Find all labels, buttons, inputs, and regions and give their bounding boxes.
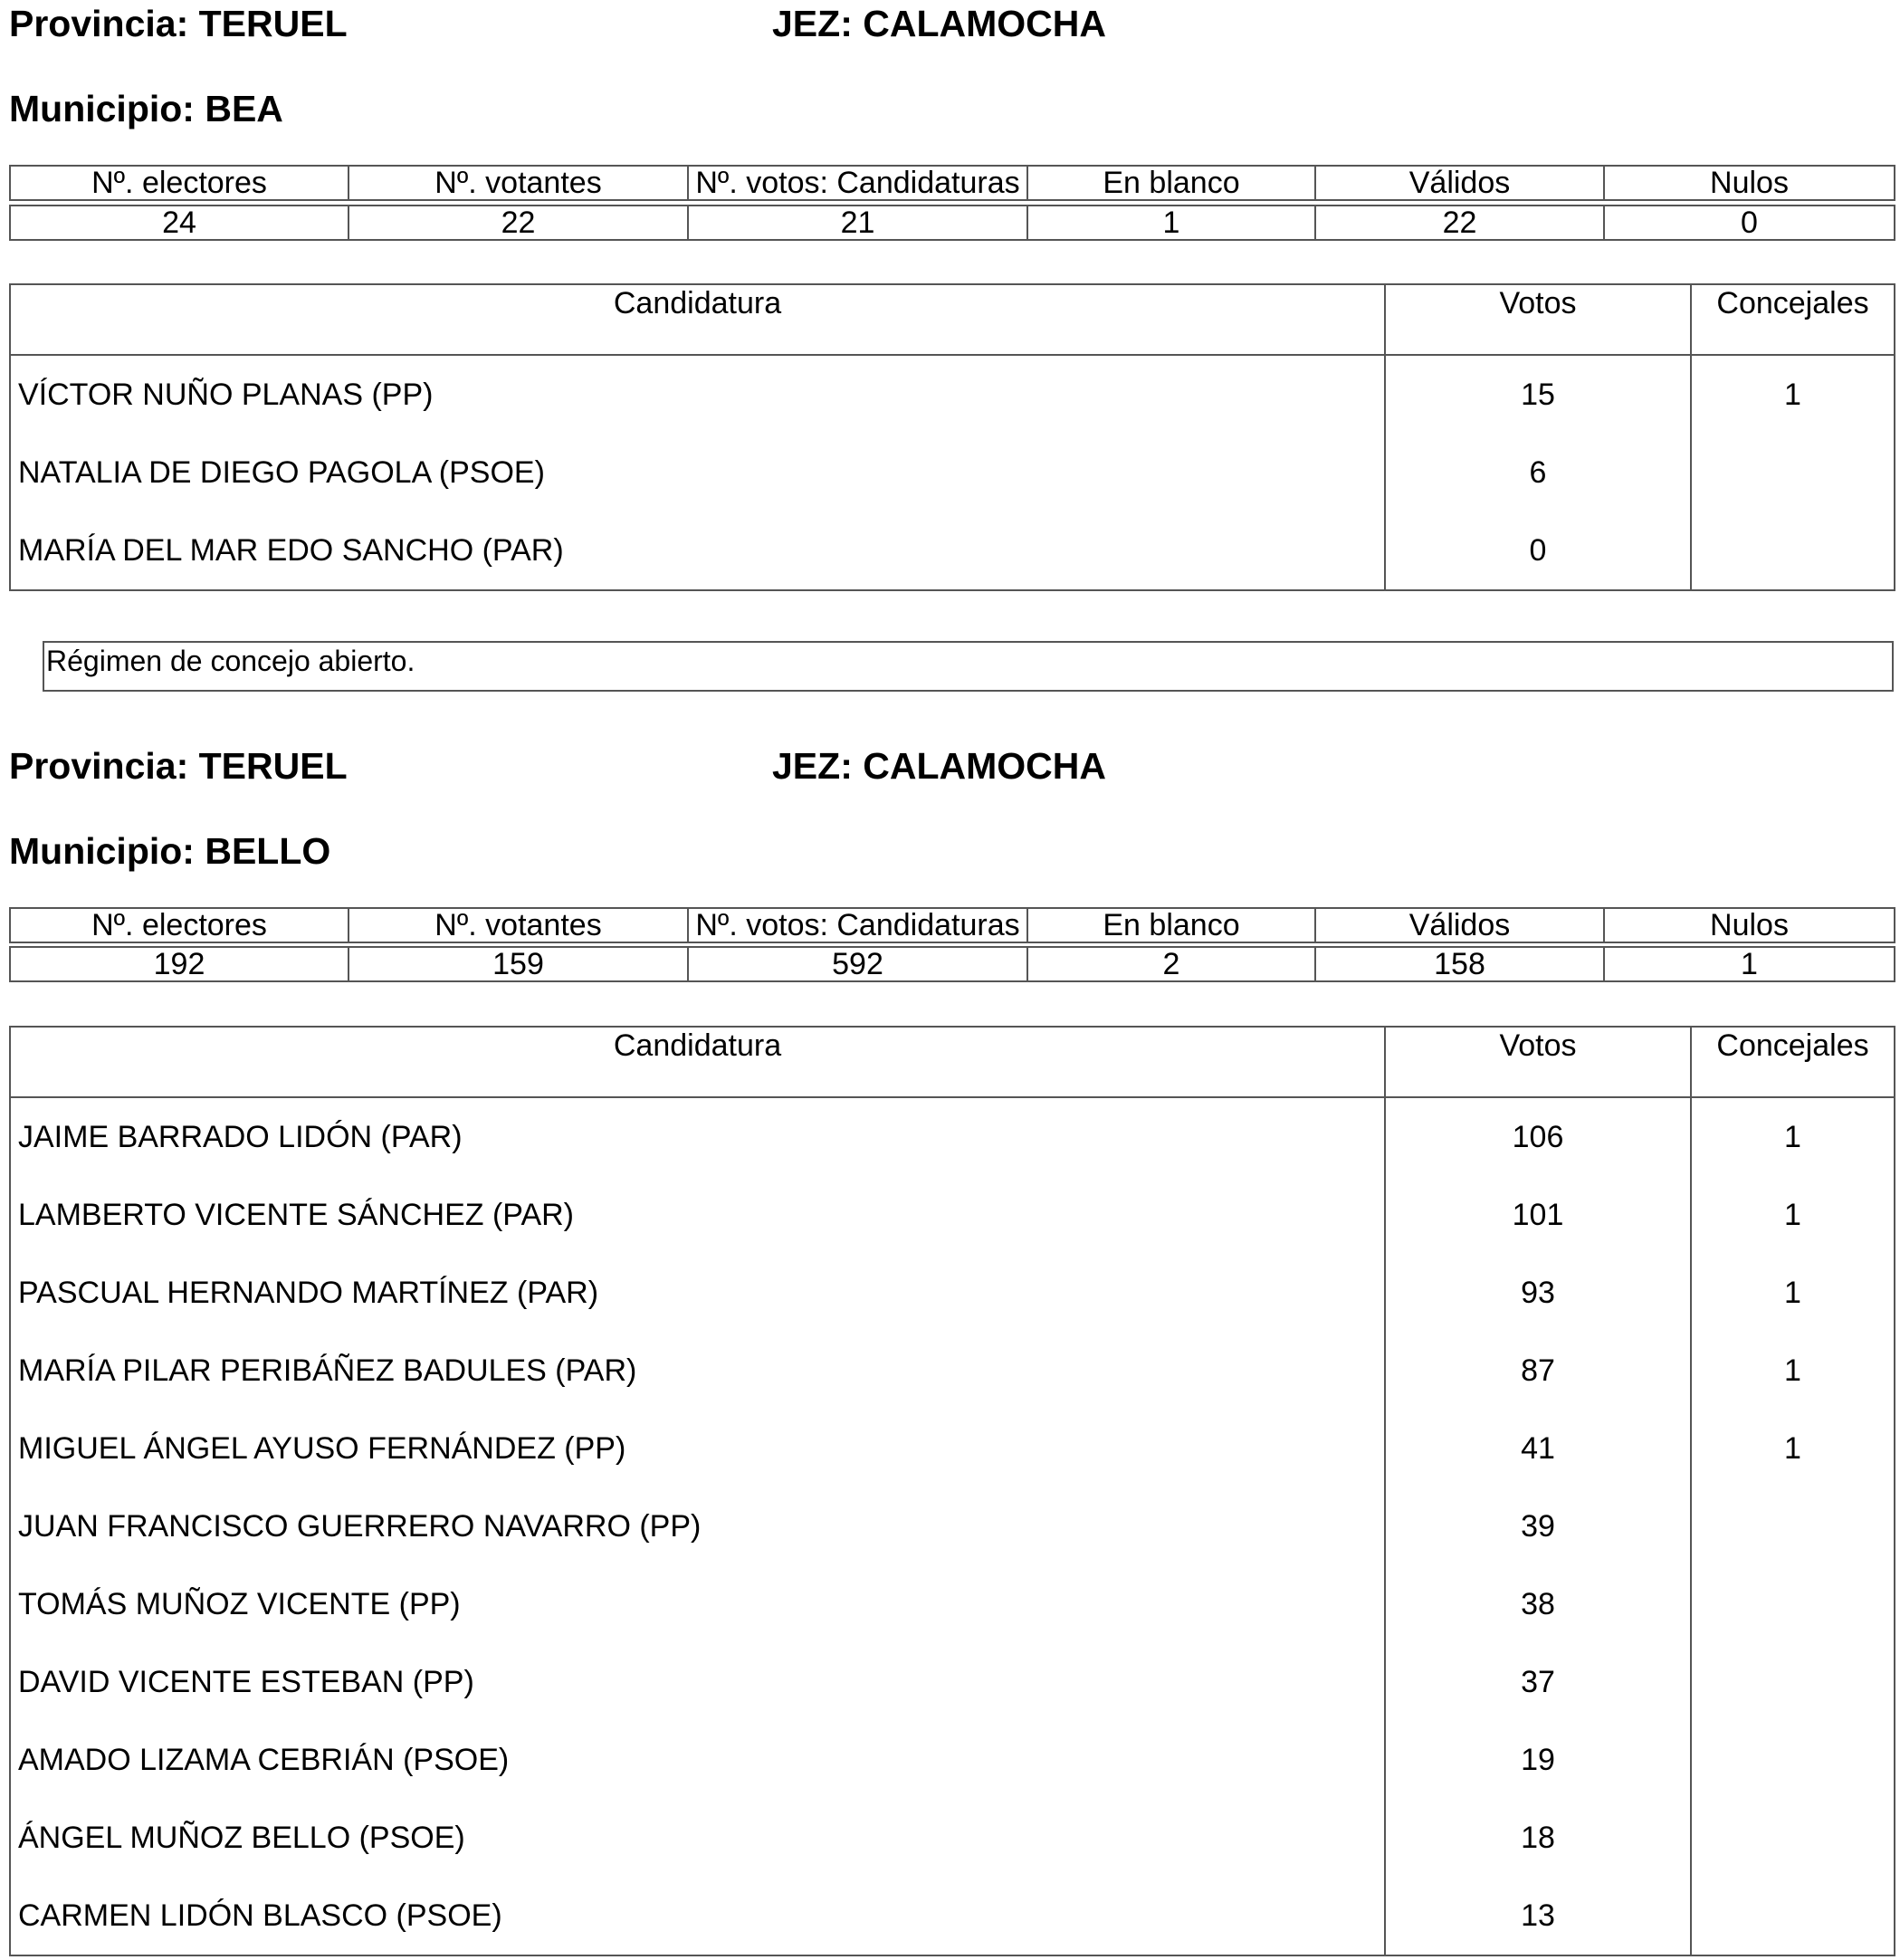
table-row xyxy=(10,1254,1895,1332)
header-concejales: Concejales xyxy=(1691,284,1895,355)
candidate-seats xyxy=(1691,1643,1895,1721)
summary-header-table xyxy=(9,907,1895,943)
value-votos-candidaturas: 592 xyxy=(688,947,1027,981)
summary-values-row xyxy=(10,947,1895,981)
candidate-votes: 38 xyxy=(1385,1565,1691,1643)
candidate-name: LAMBERTO VICENTE SÁNCHEZ (PAR) xyxy=(10,1176,1385,1254)
candidate-votes: 93 xyxy=(1385,1254,1691,1332)
candidate-votes: 37 xyxy=(1385,1643,1691,1721)
jez-heading: JEZ: CALAMOCHA xyxy=(772,3,1106,44)
candidate-name: DAVID VICENTE ESTEBAN (PP) xyxy=(10,1643,1385,1721)
candidate-seats: 1 xyxy=(1691,1176,1895,1254)
header-electores: Nº. electores xyxy=(10,166,348,200)
candidate-votes: 101 xyxy=(1385,1176,1691,1254)
candidate-name: PASCUAL HERNANDO MARTÍNEZ (PAR) xyxy=(10,1254,1385,1332)
header-votantes: Nº. votantes xyxy=(348,908,688,942)
table-row xyxy=(10,355,1895,434)
header-en-blanco: En blanco xyxy=(1027,166,1315,200)
candidate-seats xyxy=(1691,1721,1895,1799)
municipio-heading: Municipio: BEA xyxy=(9,88,283,129)
table-row xyxy=(10,1176,1895,1254)
value-nulos: 0 xyxy=(1604,206,1895,240)
candidate-seats xyxy=(1691,1877,1895,1955)
table-row xyxy=(10,1097,1895,1176)
table-row xyxy=(10,434,1895,512)
summary-header-row xyxy=(10,908,1895,942)
candidate-name: VÍCTOR NUÑO PLANAS (PP) xyxy=(10,355,1385,434)
header-votos: Votos xyxy=(1385,1027,1691,1097)
candidate-seats xyxy=(1691,1799,1895,1877)
summary-values-table xyxy=(9,946,1895,982)
candidate-votes: 39 xyxy=(1385,1487,1691,1565)
header-candidatura: Candidatura xyxy=(10,284,1385,355)
candidate-seats xyxy=(1691,1487,1895,1565)
candidate-votes: 41 xyxy=(1385,1410,1691,1487)
candidate-name: ÁNGEL MUÑOZ BELLO (PSOE) xyxy=(10,1799,1385,1877)
candidate-seats xyxy=(1691,512,1895,590)
candidate-name: AMADO LIZAMA CEBRIÁN (PSOE) xyxy=(10,1721,1385,1799)
candidate-seats: 1 xyxy=(1691,1097,1895,1176)
municipio-heading: Municipio: BELLO xyxy=(9,830,331,872)
header-electores: Nº. electores xyxy=(10,908,348,942)
header-validos: Válidos xyxy=(1315,166,1604,200)
header-en-blanco: En blanco xyxy=(1027,908,1315,942)
candidate-name: MARÍA PILAR PERIBÁÑEZ BADULES (PAR) xyxy=(10,1332,1385,1410)
value-validos: 22 xyxy=(1315,206,1604,240)
candidate-name: NATALIA DE DIEGO PAGOLA (PSOE) xyxy=(10,434,1385,512)
value-en-blanco: 2 xyxy=(1027,947,1315,981)
candidate-votes: 6 xyxy=(1385,434,1691,512)
candidate-votes: 0 xyxy=(1385,512,1691,590)
candidate-name: JUAN FRANCISCO GUERRERO NAVARRO (PP) xyxy=(10,1487,1385,1565)
table-row xyxy=(10,1565,1895,1643)
candidate-votes: 13 xyxy=(1385,1877,1691,1955)
candidate-seats: 1 xyxy=(1691,355,1895,434)
table-row xyxy=(10,1410,1895,1487)
value-nulos: 1 xyxy=(1604,947,1895,981)
table-row xyxy=(10,1721,1895,1799)
value-votantes: 22 xyxy=(348,206,688,240)
table-row xyxy=(10,1332,1895,1410)
table-row xyxy=(10,1643,1895,1721)
header-candidatura: Candidatura xyxy=(10,1027,1385,1097)
summary-values-row xyxy=(10,206,1895,240)
candidates-header-row xyxy=(10,1027,1895,1097)
table-row xyxy=(10,1487,1895,1565)
candidate-seats xyxy=(1691,434,1895,512)
candidate-votes: 87 xyxy=(1385,1332,1691,1410)
table-row xyxy=(10,1799,1895,1877)
header-concejales: Concejales xyxy=(1691,1027,1895,1097)
provincia-heading: Provincia: TERUEL xyxy=(9,3,348,44)
header-nulos: Nulos xyxy=(1604,908,1895,942)
header-votos-candidaturas: Nº. votos: Candidaturas xyxy=(688,908,1027,942)
header-votantes: Nº. votantes xyxy=(348,166,688,200)
summary-values-table xyxy=(9,205,1895,241)
header-validos: Válidos xyxy=(1315,908,1604,942)
value-validos: 158 xyxy=(1315,947,1604,981)
table-row xyxy=(10,512,1895,590)
table-row xyxy=(10,1877,1895,1955)
jez-heading: JEZ: CALAMOCHA xyxy=(772,745,1106,787)
candidate-name: MIGUEL ÁNGEL AYUSO FERNÁNDEZ (PP) xyxy=(10,1410,1385,1487)
candidate-seats: 1 xyxy=(1691,1410,1895,1487)
value-electores: 192 xyxy=(10,947,348,981)
candidate-seats: 1 xyxy=(1691,1332,1895,1410)
value-electores: 24 xyxy=(10,206,348,240)
header-votos: Votos xyxy=(1385,284,1691,355)
provincia-heading: Provincia: TERUEL xyxy=(9,745,348,787)
candidate-name: JAIME BARRADO LIDÓN (PAR) xyxy=(10,1097,1385,1176)
candidate-votes: 106 xyxy=(1385,1097,1691,1176)
candidate-votes: 19 xyxy=(1385,1721,1691,1799)
candidate-seats xyxy=(1691,1565,1895,1643)
candidate-votes: 15 xyxy=(1385,355,1691,434)
candidates-table xyxy=(9,1026,1895,1956)
summary-header-table xyxy=(9,165,1895,201)
header-votos-candidaturas: Nº. votos: Candidaturas xyxy=(688,166,1027,200)
value-votantes: 159 xyxy=(348,947,688,981)
note-box: Régimen de concejo abierto. xyxy=(43,641,1894,692)
value-votos-candidaturas: 21 xyxy=(688,206,1027,240)
candidate-votes: 18 xyxy=(1385,1799,1691,1877)
candidates-header-row xyxy=(10,284,1895,355)
value-en-blanco: 1 xyxy=(1027,206,1315,240)
candidate-name: CARMEN LIDÓN BLASCO (PSOE) xyxy=(10,1877,1385,1955)
summary-header-row xyxy=(10,166,1895,200)
header-nulos: Nulos xyxy=(1604,166,1895,200)
candidate-name: TOMÁS MUÑOZ VICENTE (PP) xyxy=(10,1565,1385,1643)
candidates-table xyxy=(9,283,1895,591)
candidate-seats: 1 xyxy=(1691,1254,1895,1332)
candidate-name: MARÍA DEL MAR EDO SANCHO (PAR) xyxy=(10,512,1385,590)
